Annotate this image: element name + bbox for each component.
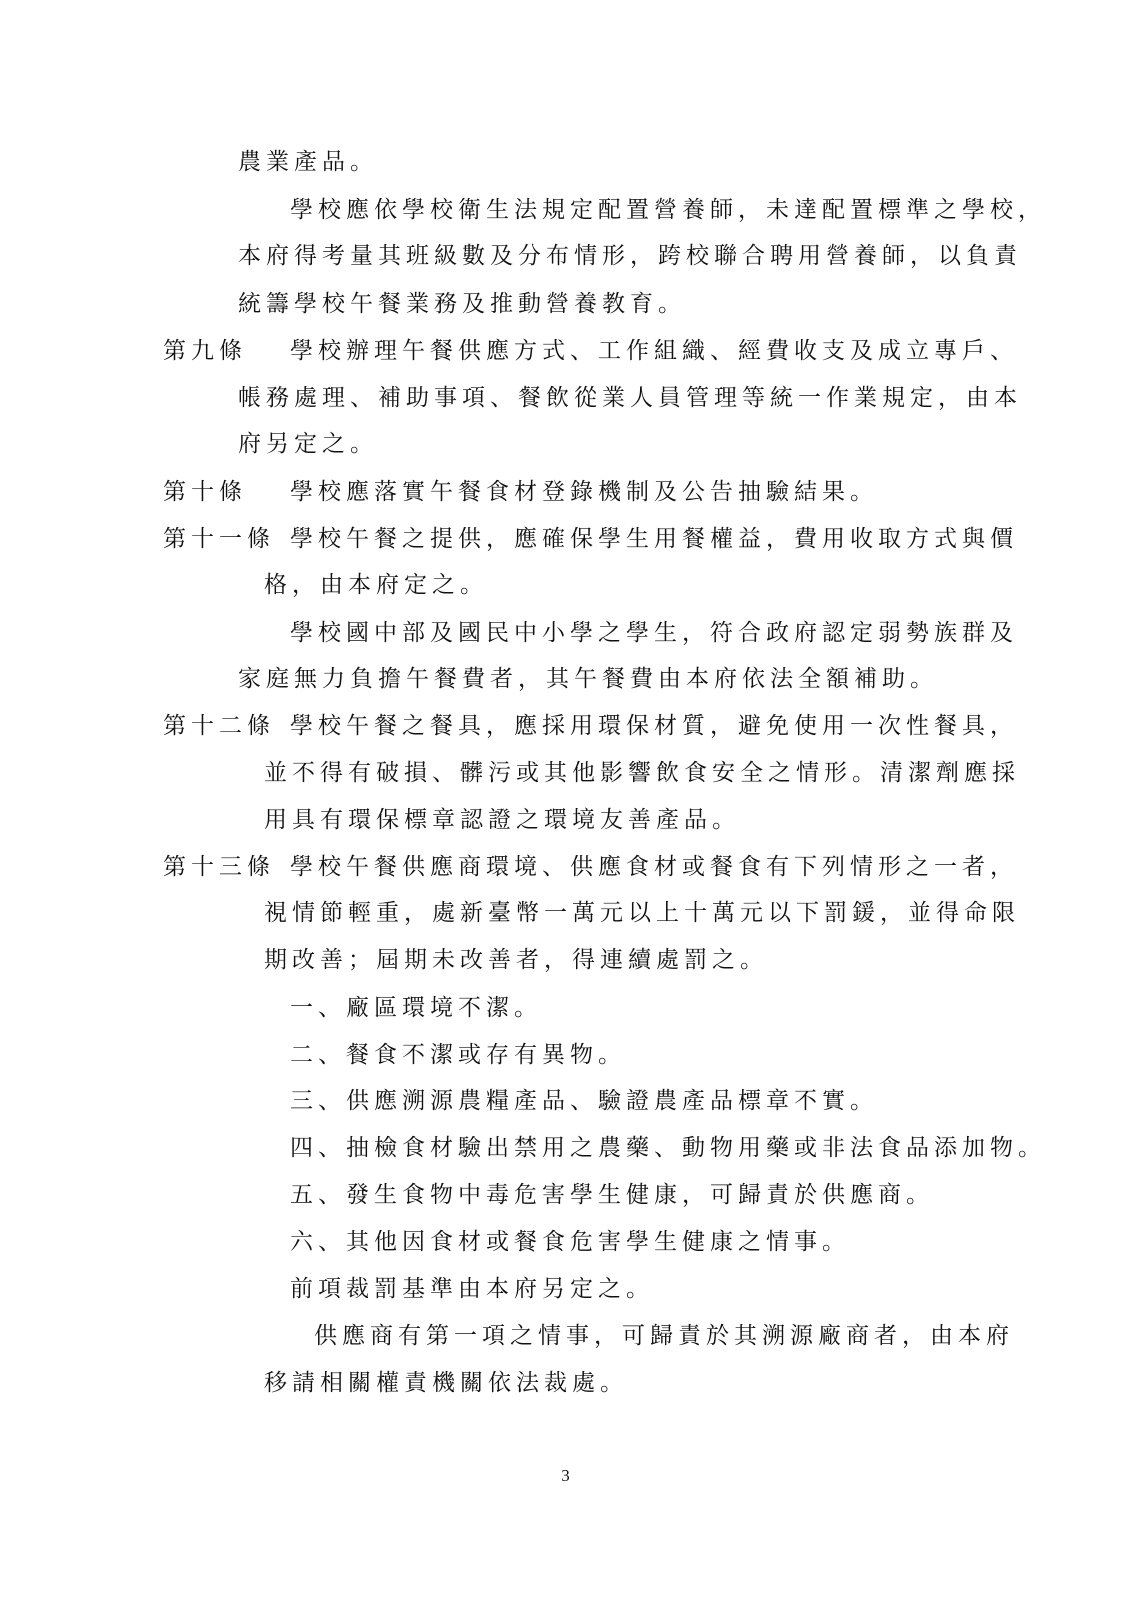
text-line: 學校國中部及國民中小學之學生，符合政府認定弱勢族群及 xyxy=(290,620,1018,646)
article-9-label: 第九條 xyxy=(163,338,247,364)
text-line: 前項裁罰基準由本府另定之。 xyxy=(290,1276,654,1302)
text-line: 期改善；屆期未改善者，得連續處罰之。 xyxy=(264,947,768,973)
text-line: 格，由本府定之。 xyxy=(264,572,488,598)
text-line: 府另定之。 xyxy=(238,431,378,457)
text-line: 學校午餐之提供，應確保學生用餐權益，費用收取方式與價 xyxy=(290,526,1018,552)
text-line: 用具有環保標章認證之環境友善產品。 xyxy=(264,807,740,833)
list-item: 三、供應溯源農糧產品、驗證農產品標章不實。 xyxy=(290,1088,878,1114)
text-line: 農業產品。 xyxy=(238,149,378,175)
article-10-label: 第十條 xyxy=(163,479,247,505)
text-line: 家庭無力負擔午餐費者，其午餐費由本府依法全額補助。 xyxy=(238,666,938,692)
text-line: 帳務處理、補助事項、餐飲從業人員管理等統一作業規定，由本 xyxy=(238,385,1022,411)
text-line: 移請相關權責機關依法裁處。 xyxy=(264,1370,628,1396)
list-item: 二、餐食不潔或存有異物。 xyxy=(290,1042,626,1068)
text-line: 統籌學校午餐業務及推動營養教育。 xyxy=(238,291,686,317)
text-line: 學校辦理午餐供應方式、工作組織、經費收支及成立專戶、 xyxy=(290,338,1018,364)
text-line: 供應商有第一項之情事，可歸責於其溯源廠商者，由本府 xyxy=(314,1323,1014,1349)
text-line: 本府得考量其班級數及分布情形，跨校聯合聘用營養師，以負責 xyxy=(238,243,1022,269)
article-12-label: 第十二條 xyxy=(163,713,275,739)
article-11-label: 第十一條 xyxy=(163,526,275,552)
list-item: 四、抽檢食材驗出禁用之農藥、動物用藥或非法食品添加物。 xyxy=(290,1135,1046,1161)
text-line: 學校午餐之餐具，應採用環保材質，避免使用一次性餐具， xyxy=(290,713,1018,739)
list-item: 一、廠區環境不潔。 xyxy=(290,995,542,1021)
article-13-label: 第十三條 xyxy=(163,854,275,880)
page-number: 3 xyxy=(561,1466,570,1485)
text-line: 並不得有破損、髒污或其他影響飲食安全之情形。清潔劑應採 xyxy=(264,760,1020,786)
text-line: 學校應落實午餐食材登錄機制及公告抽驗結果。 xyxy=(290,479,878,505)
text-line: 學校應依學校衛生法規定配置營養師，未達配置標準之學校， xyxy=(290,197,1046,223)
text-line: 學校午餐供應商環境、供應食材或餐食有下列情形之一者， xyxy=(290,854,1018,880)
list-item: 六、其他因食材或餐食危害學生健康之情事。 xyxy=(290,1229,850,1255)
text-line: 視情節輕重，處新臺幣一萬元以上十萬元以下罰鍰，並得命限 xyxy=(264,900,1020,926)
list-item: 五、發生食物中毒危害學生健康，可歸責於供應商。 xyxy=(290,1182,934,1208)
